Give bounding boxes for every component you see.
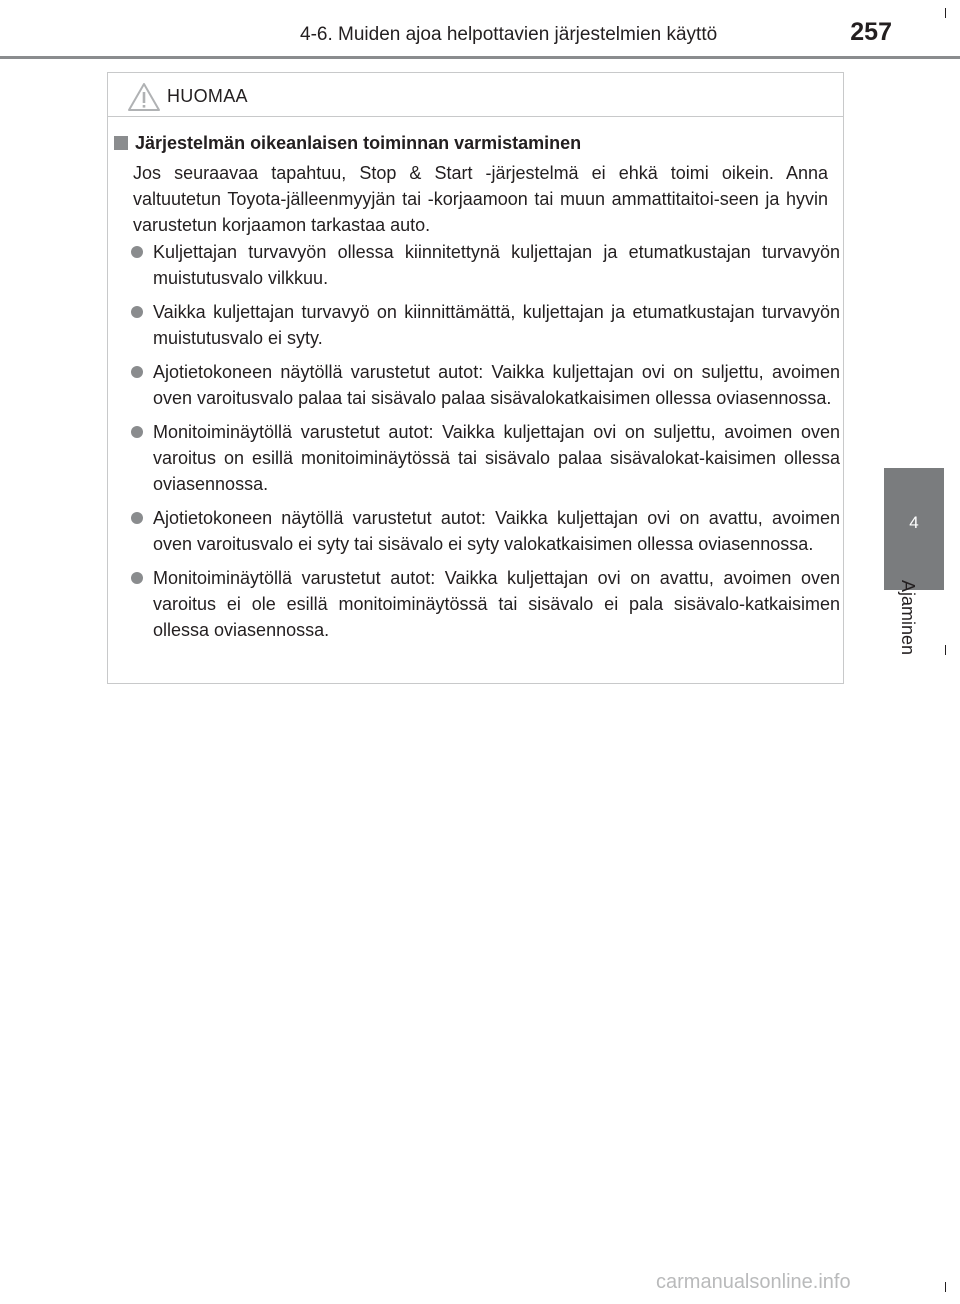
bullet-dot-icon <box>131 306 143 318</box>
bullet-dot-icon <box>131 366 143 378</box>
bullet-list <box>118 239 840 651</box>
square-bullet-icon <box>114 136 128 150</box>
bullet-dot-icon <box>131 426 143 438</box>
bullet-dot-icon <box>131 512 143 524</box>
crop-mark <box>945 645 946 655</box>
crop-mark <box>945 1282 946 1292</box>
header-rule <box>0 56 960 59</box>
section-heading-text: Järjestelmän oikeanlaisen toiminnan varmistaminen <box>135 133 582 153</box>
list-item <box>118 239 840 291</box>
intro-paragraph: Jos seuraavaa tapahtuu, Stop & Start -järjestelmä ei ehkä toimi oikein. Anna valtuutetun Toyota-jälleenmyyjän tai -korjaamoon tai muun ammattitaitoi-seen ja hyvin varustetun korjaamon tarkastaa auto. <box>133 163 828 235</box>
list-item-text: Ajotietokoneen näytöllä varustetut autot: Vaikka kuljettajan ovi on suljettu, avoimen oven varoitusvalo palaa tai sisävalo palaa sisävalokatkaisimen ollessa oviasennossa. <box>153 362 840 408</box>
chapter-header-title: 4-6. Muiden ajoa helpottavien järjestelmien käyttö <box>300 24 718 45</box>
notice-title: HUOMAA <box>167 86 248 106</box>
notice-box <box>107 72 844 684</box>
warning-triangle-icon <box>127 82 161 112</box>
list-item-text: Vaikka kuljettajan turvavyö on kiinnittämättä, kuljettajan ja etumatkustajan turvavyön muistutusvalo ei syty. <box>153 302 840 348</box>
crop-mark <box>945 8 946 18</box>
side-tab-number: 4 <box>909 513 919 532</box>
list-item <box>118 505 840 557</box>
list-item <box>118 359 840 411</box>
list-item-text: Monitoiminäytöllä varustetut autot: Vaikka kuljettajan ovi on suljettu, avoimen oven varoitus on esillä monitoiminäytössä tai sisävalo palaa sisävalokat-kaisimen ollessa oviasennossa. <box>153 422 840 494</box>
notice-header <box>108 73 843 117</box>
bullet-dot-icon <box>131 572 143 584</box>
list-item <box>118 299 840 351</box>
side-tab-label: Ajaminen <box>898 580 918 656</box>
bullet-dot-icon <box>131 246 143 258</box>
watermark-link[interactable]: carmanualsonline.info <box>656 1271 851 1293</box>
list-item-text: Kuljettajan turvavyön ollessa kiinnitettynä kuljettajan ja etumatkustajan turvavyön muistutusvalo vilkkuu. <box>153 242 840 288</box>
list-item-text: Ajotietokoneen näytöllä varustetut autot: Vaikka kuljettajan ovi on avattu, avoimen oven varoitusvalo ei syty tai sisävalo ei syty valokatkaisimen ollessa oviasennossa. <box>153 508 840 554</box>
list-item <box>118 565 840 643</box>
section-heading <box>114 133 581 154</box>
page-number: 257 <box>850 18 892 46</box>
list-item-text: Monitoiminäytöllä varustetut autot: Vaikka kuljettajan ovi on avattu, avoimen oven varoitus ei ole esillä monitoiminäytössä tai sisävalo ei pala sisävalo-katkaisimen ollessa oviasennossa. <box>153 568 840 640</box>
list-item <box>118 419 840 497</box>
